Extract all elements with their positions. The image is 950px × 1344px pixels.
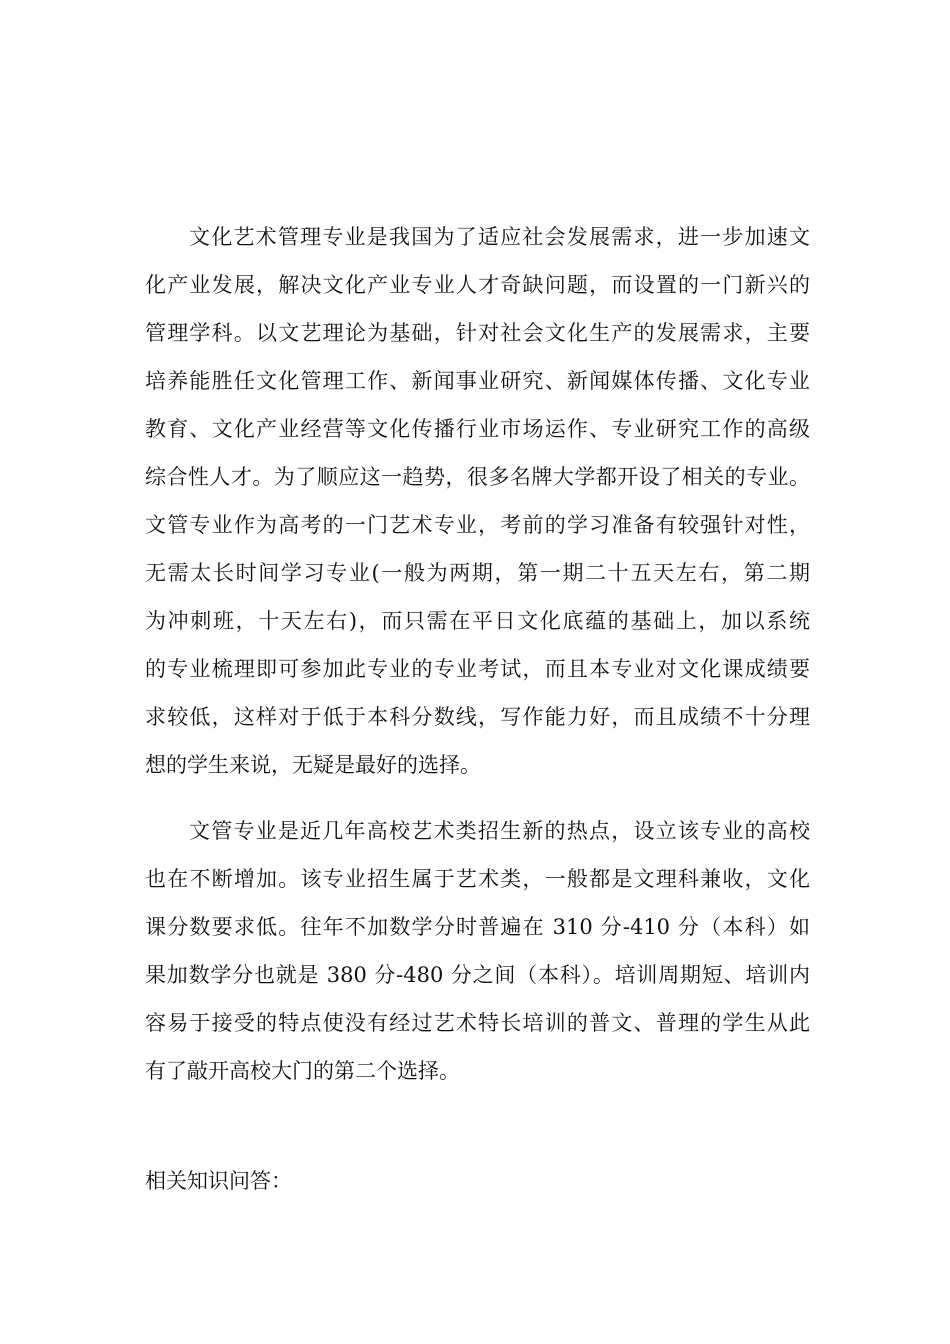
text-line: 文管专业是近几年高校艺术类招生新的热点，设立该专业的高校 xyxy=(189,819,810,843)
text-line: 求较低，这样对于低于本科分数线，写作能力好，而且成绩不十分理 xyxy=(145,705,810,729)
text-line: 管理学科。以文艺理论为基础，针对社会文化生产的发展需求，主要 xyxy=(145,321,810,345)
text-line: 教育、文化产业经营等文化传播行业市场运作、专业研究工作的高级 xyxy=(145,417,810,441)
text-line: 文化艺术管理专业是我国为了适应社会发展需求，进一步加速文 xyxy=(189,225,810,249)
text-line: 课分数要求低。往年不加数学分时普遍在 310 分-410 分（本科）如 xyxy=(145,915,810,939)
text-line: 文管专业作为高考的一门艺术专业，考前的学习准备有较强针对性， xyxy=(145,513,810,537)
text-line: 有了敲开高校大门的第二个选择。 xyxy=(145,1059,460,1083)
text-line: 为冲刺班，十天左右)，而只需在平日文化底蕴的基础上，加以系统 xyxy=(145,609,810,633)
section-heading: 相关知识问答： xyxy=(145,1169,292,1193)
text-line: 综合性人才。为了顺应这一趋势，很多名牌大学都开设了相关的专业。 xyxy=(145,465,810,489)
text-line: 想的学生来说，无疑是最好的选择。 xyxy=(145,753,481,777)
text-line: 无需太长时间学习专业(一般为两期，第一期二十五天左右，第二期 xyxy=(145,561,810,585)
text-line: 果加数学分也就是 380 分-480 分之间（本科）。培训周期短、培训内 xyxy=(145,963,810,987)
text-line: 容易于接受的特点使没有经过艺术特长培训的普文、普理的学生从此 xyxy=(145,1011,810,1035)
text-line: 化产业发展，解决文化产业专业人才奇缺问题，而设置的一门新兴的 xyxy=(145,273,810,297)
text-line: 培养能胜任文化管理工作、新闻事业研究、新闻媒体传播、文化专业 xyxy=(145,369,810,393)
text-line: 也在不断增加。该专业招生属于艺术类，一般都是文理科兼收，文化 xyxy=(145,867,810,891)
text-line: 的专业梳理即可参加此专业的专业考试，而且本专业对文化课成绩要 xyxy=(145,657,810,681)
